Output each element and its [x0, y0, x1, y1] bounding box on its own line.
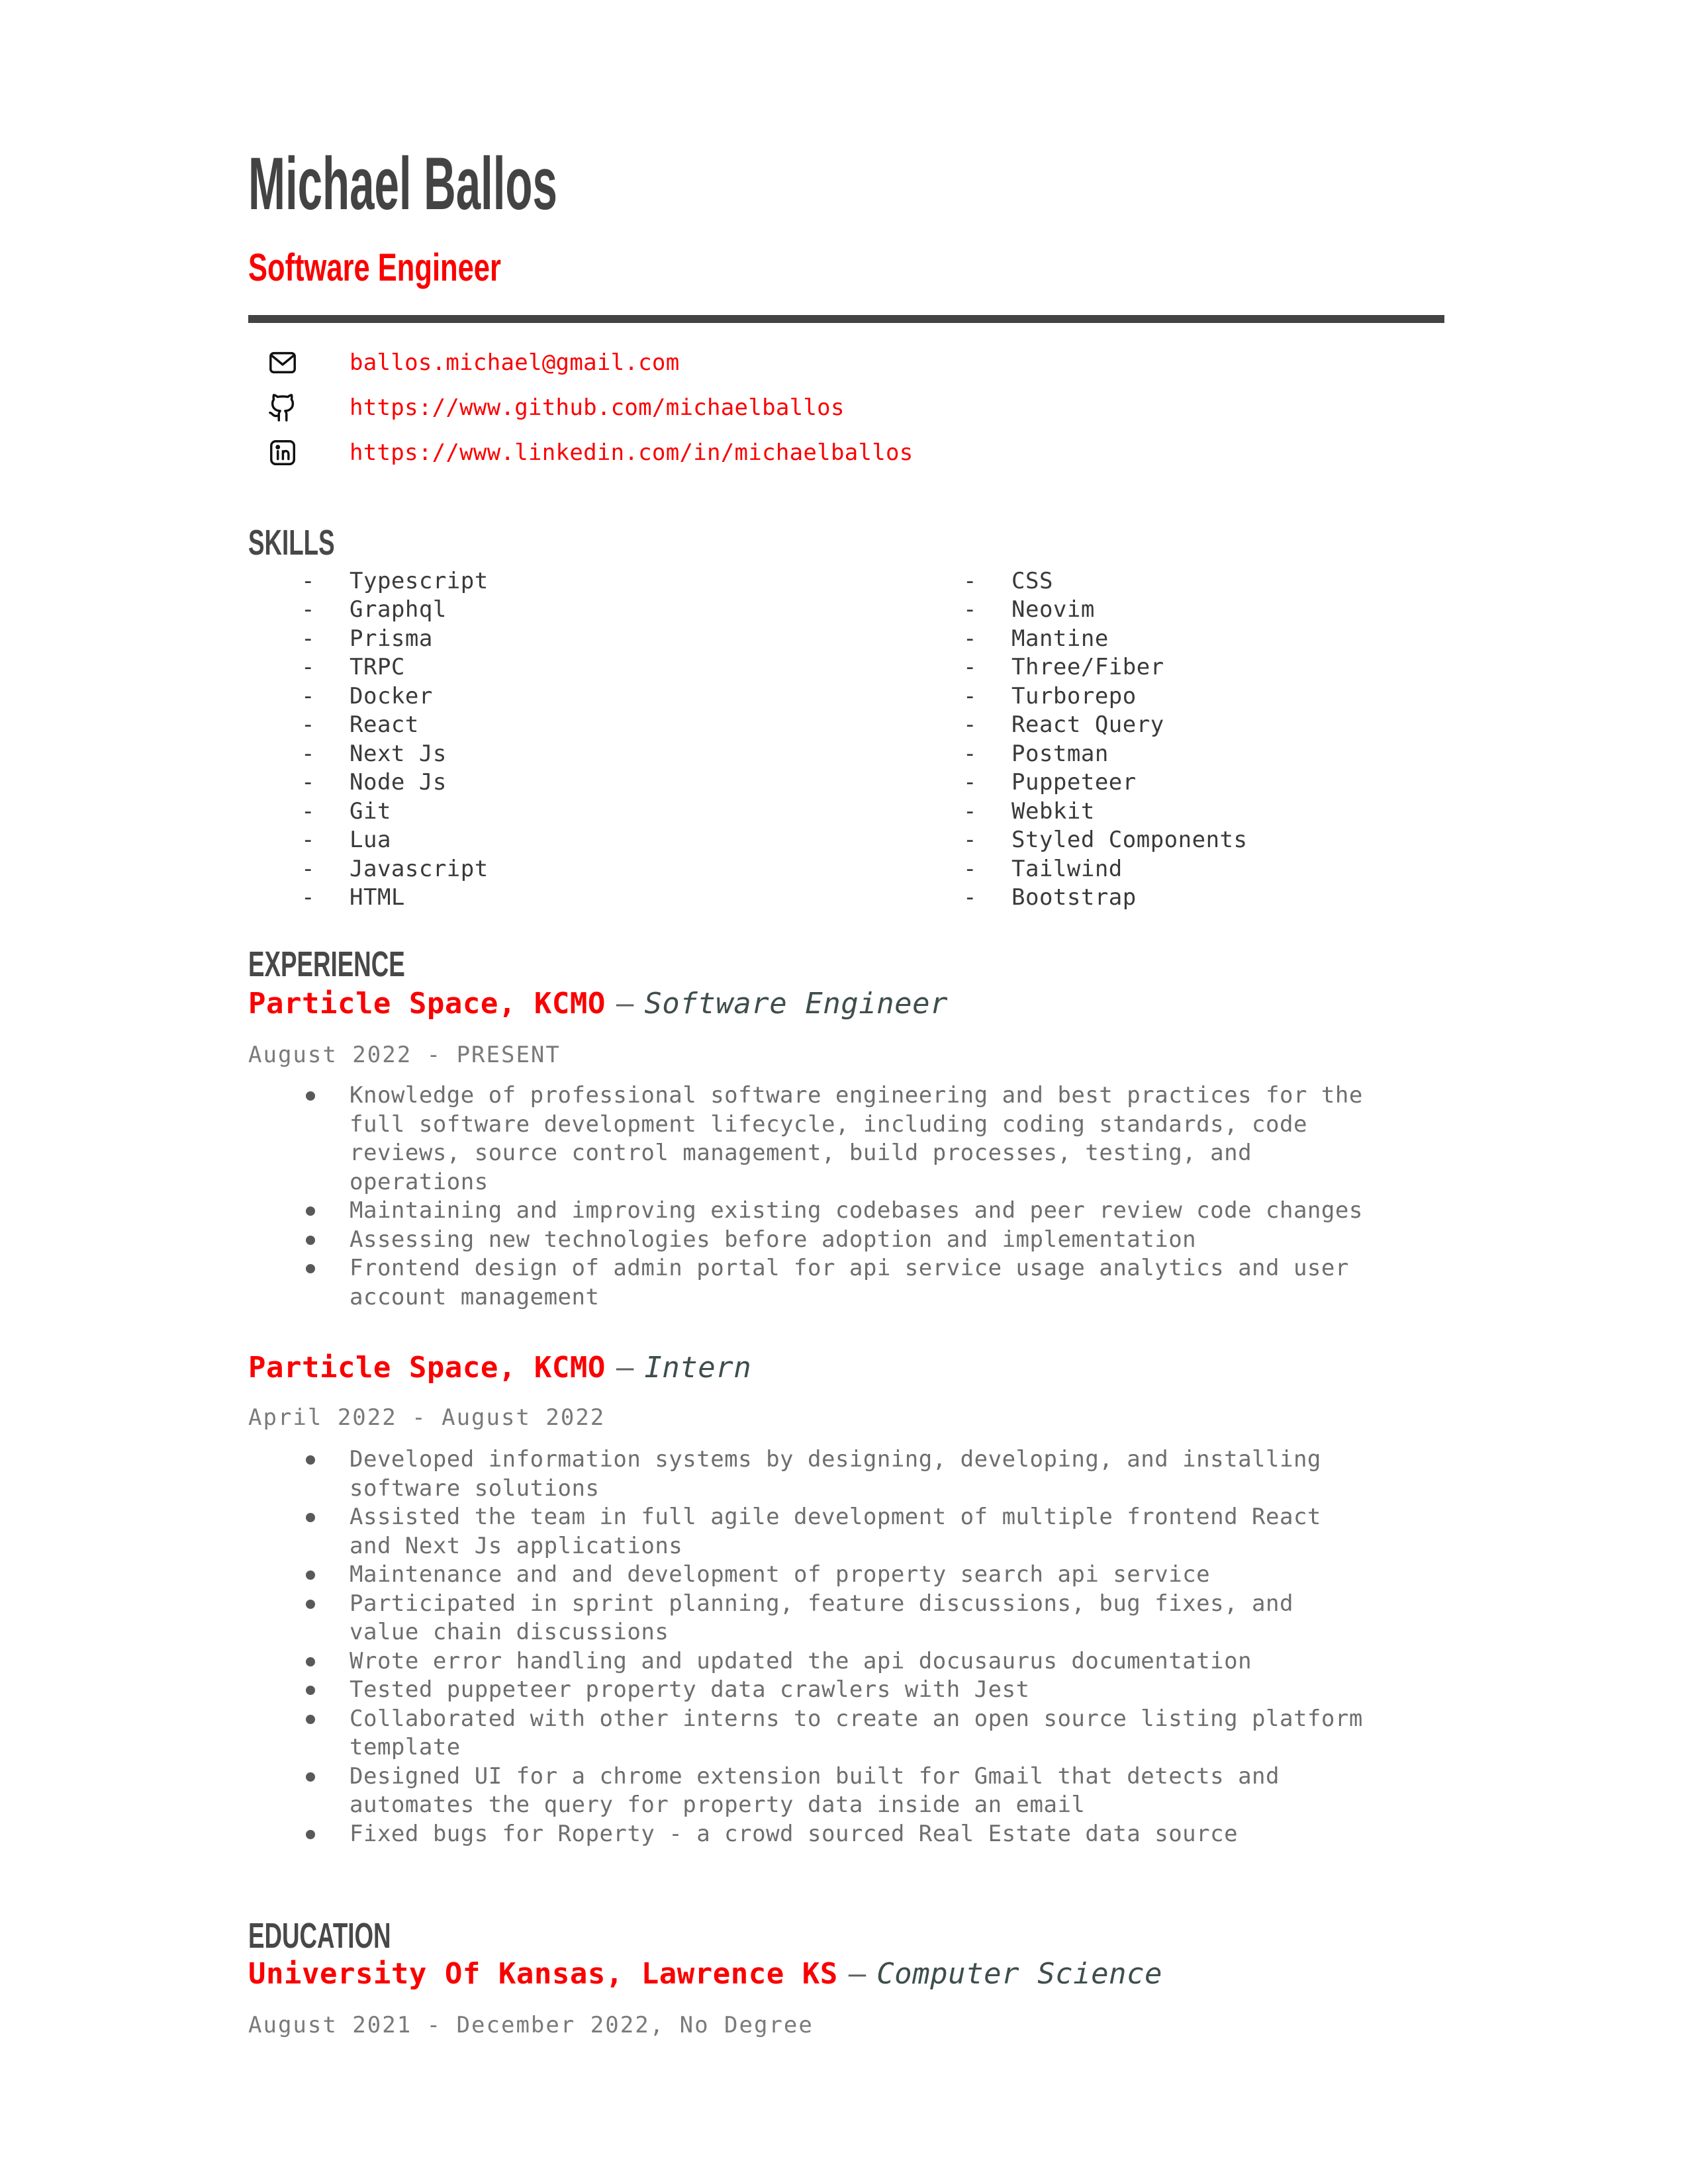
- contact-section: [267, 340, 914, 475]
- bullet-dot-icon: [301, 1197, 350, 1226]
- bullet-dot-icon: [301, 1590, 350, 1647]
- skill-item: - Graphql: [301, 596, 447, 623]
- github-link[interactable]: https://www.github.com/michaelballos: [350, 394, 845, 421]
- skill-item: - Prisma: [301, 625, 433, 652]
- contact-row-github: [267, 385, 914, 430]
- skills-column-left: [301, 567, 489, 912]
- skill-item: - Tailwind: [963, 855, 1123, 882]
- skills-column-right: [963, 567, 1248, 912]
- bullet-dot-icon: [301, 1762, 350, 1820]
- bullet-dot-icon: [301, 1254, 350, 1312]
- job-separator: —: [616, 987, 634, 1021]
- education-separator: —: [848, 1957, 867, 1991]
- skill-item: - Webkit: [963, 797, 1095, 825]
- bullet-dot-icon: [301, 1820, 350, 1849]
- contact-row-linkedin: [267, 430, 914, 475]
- job-separator: —: [616, 1351, 634, 1385]
- contact-row-email: [267, 340, 914, 385]
- skill-item: - Bootstrap: [963, 884, 1137, 911]
- job-company: Particle Space, KCMO: [248, 987, 606, 1021]
- bullet-item: Collaborated with other interns to create an open source listing platform template: [301, 1705, 1369, 1762]
- education-school-line: [248, 1958, 1162, 1991]
- bullet-dot-icon: [301, 1503, 350, 1561]
- skill-item: - CSS: [963, 567, 1053, 594]
- skill-item: - Javascript: [301, 855, 489, 882]
- skill-item: - Lua: [301, 827, 391, 854]
- experience-heading: EXPERIENCE: [248, 944, 405, 984]
- skill-item: - Postman: [963, 740, 1109, 767]
- job-title: [248, 1351, 751, 1385]
- job-company: Particle Space, KCMO: [248, 1351, 606, 1385]
- email-icon: [267, 347, 298, 378]
- bullet-item: Assessing new technologies before adoption and implementation: [301, 1226, 1369, 1255]
- linkedin-icon: [267, 437, 298, 468]
- skill-item: - Three/Fiber: [963, 654, 1164, 681]
- job-bullet-list: [301, 1081, 1369, 1312]
- job-role: Intern: [644, 1351, 752, 1385]
- bullet-item: Tested puppeteer property data crawlers with Jest: [301, 1676, 1369, 1705]
- bullet-item: Fixed bugs for Roperty - a crowd sourced Real Estate data source: [301, 1820, 1369, 1849]
- bullet-dot-icon: [301, 1676, 350, 1705]
- skill-item: - HTML: [301, 884, 405, 911]
- email-link[interactable]: ballos.michael@gmail.com: [350, 349, 680, 376]
- skills-heading: SKILLS: [248, 523, 335, 563]
- bullet-dot-icon: [301, 1081, 350, 1197]
- bullet-item: Participated in sprint planning, feature discussions, bug fixes, and value chain discussions: [301, 1590, 1369, 1647]
- education-degree: Computer Science: [876, 1957, 1163, 1991]
- header-divider: [248, 315, 1444, 323]
- person-title: Software Engineer: [248, 246, 501, 289]
- skill-item: - Next Js: [301, 740, 447, 767]
- job-bullet-list: [301, 1445, 1369, 1848]
- bullet-item: Frontend design of admin portal for api service usage analytics and user account management: [301, 1254, 1369, 1312]
- skill-item: - Typescript: [301, 567, 489, 594]
- education-heading: EDUCATION: [248, 1916, 391, 1956]
- education-dates: August 2021 - December 2022, No Degree: [248, 2012, 814, 2038]
- skill-item: - Turborepo: [963, 682, 1137, 709]
- education-school: University Of Kansas, Lawrence KS: [248, 1957, 838, 1991]
- skill-item: - React: [301, 711, 419, 739]
- bullet-dot-icon: [301, 1445, 350, 1503]
- github-icon: [267, 392, 298, 423]
- bullet-item: Knowledge of professional software engineering and best practices for the full software development lifecycle, including coding standards, code reviews, source control management, build processes, testing, and operations: [301, 1081, 1369, 1197]
- job-role: Software Engineer: [644, 987, 949, 1021]
- skill-item: - Styled Components: [963, 827, 1248, 854]
- job-dates: April 2022 - August 2022: [248, 1404, 606, 1431]
- skill-item: - TRPC: [301, 654, 405, 681]
- bullet-dot-icon: [301, 1226, 350, 1255]
- bullet-item: Maintenance and and development of property search api service: [301, 1561, 1369, 1590]
- skill-item: - Puppeteer: [963, 769, 1137, 796]
- skill-item: - Git: [301, 797, 391, 825]
- skill-item: - React Query: [963, 711, 1164, 739]
- bullet-item: Developed information systems by designing, developing, and installing software solutions: [301, 1445, 1369, 1503]
- skill-item: - Docker: [301, 682, 433, 709]
- bullet-item: Designed UI for a chrome extension built for Gmail that detects and automates the query for property data inside an email: [301, 1762, 1369, 1820]
- bullet-dot-icon: [301, 1705, 350, 1762]
- job-dates: August 2022 - PRESENT: [248, 1042, 561, 1068]
- bullet-item: Wrote error handling and updated the api docusaurus documentation: [301, 1647, 1369, 1676]
- job-title: [248, 987, 948, 1021]
- bullet-item: Assisted the team in full agile development of multiple frontend React and Next Js applications: [301, 1503, 1369, 1561]
- bullet-item: Maintaining and improving existing codebases and peer review code changes: [301, 1197, 1369, 1226]
- bullet-dot-icon: [301, 1647, 350, 1676]
- linkedin-link[interactable]: https://www.linkedin.com/in/michaelballos: [350, 439, 914, 466]
- skill-item: - Mantine: [963, 625, 1109, 652]
- skill-item: - Node Js: [301, 769, 447, 796]
- bullet-dot-icon: [301, 1561, 350, 1590]
- person-name: Michael Ballos: [248, 142, 557, 225]
- skill-item: - Neovim: [963, 596, 1095, 623]
